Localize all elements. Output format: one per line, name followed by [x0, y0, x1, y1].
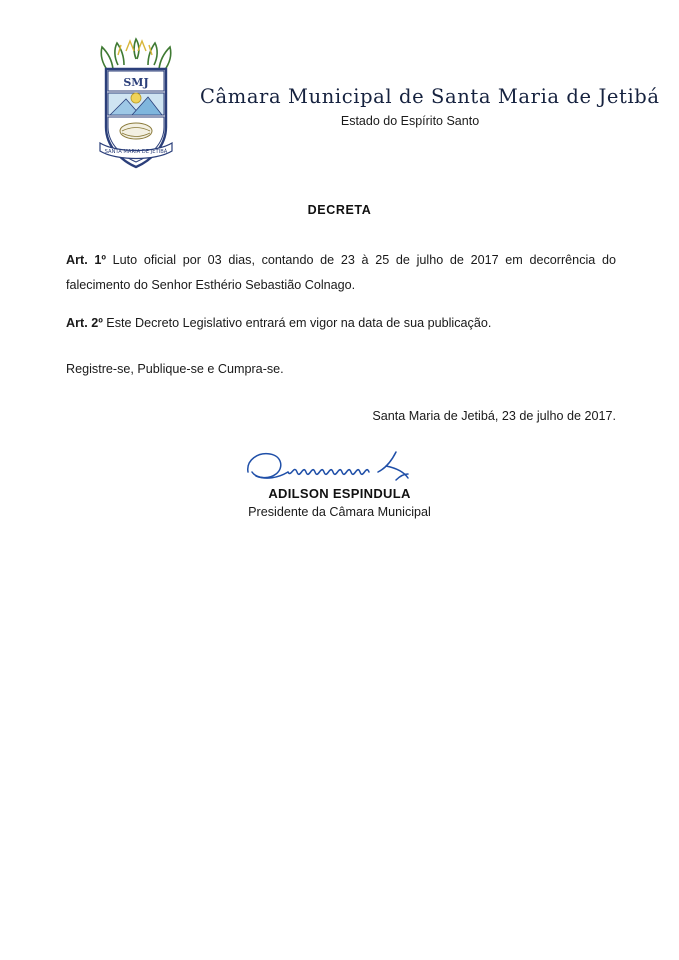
signatory-role: Presidente da Câmara Municipal [248, 505, 431, 519]
article-2 [66, 313, 616, 333]
signature-block [0, 446, 679, 519]
closing-statement: Registre-se, Publique-se e Cumpra-se. [66, 362, 284, 377]
article-2-text: Este Decreto Legislativo entrará em vigor na data de sua publicação. [106, 316, 492, 331]
place-and-date: Santa Maria de Jetibá, 23 de julho de 2017. [372, 409, 616, 424]
article-2-label: Art. 2º [66, 316, 103, 331]
header-text-block [200, 85, 660, 128]
coat-of-arms-icon [88, 35, 184, 175]
signatory-name: ADILSON ESPINDULA [268, 486, 411, 501]
article-1-label: Art. 1º [66, 253, 106, 267]
document-header [0, 30, 679, 170]
svg-text:SMJ: SMJ [123, 76, 149, 89]
institution-subtitle: Estado do Espírito Santo [340, 114, 480, 128]
institution-title: Câmara Municipal de Santa Maria de Jetibá [200, 85, 660, 108]
article-1 [66, 248, 616, 297]
article-1-text: Luto oficial por 03 dias, contando de 23 à 25 de julho de 2017 em decorrência do falecimento do Senhor Esthério Sebastião Colnago. [66, 253, 616, 292]
document-body [66, 248, 616, 423]
svg-text:SANTA MARIA DE JETIBÁ: SANTA MARIA DE JETIBÁ [104, 149, 168, 155]
handwritten-signature-icon [0, 446, 679, 488]
decreta-heading: DECRETA [307, 203, 372, 217]
